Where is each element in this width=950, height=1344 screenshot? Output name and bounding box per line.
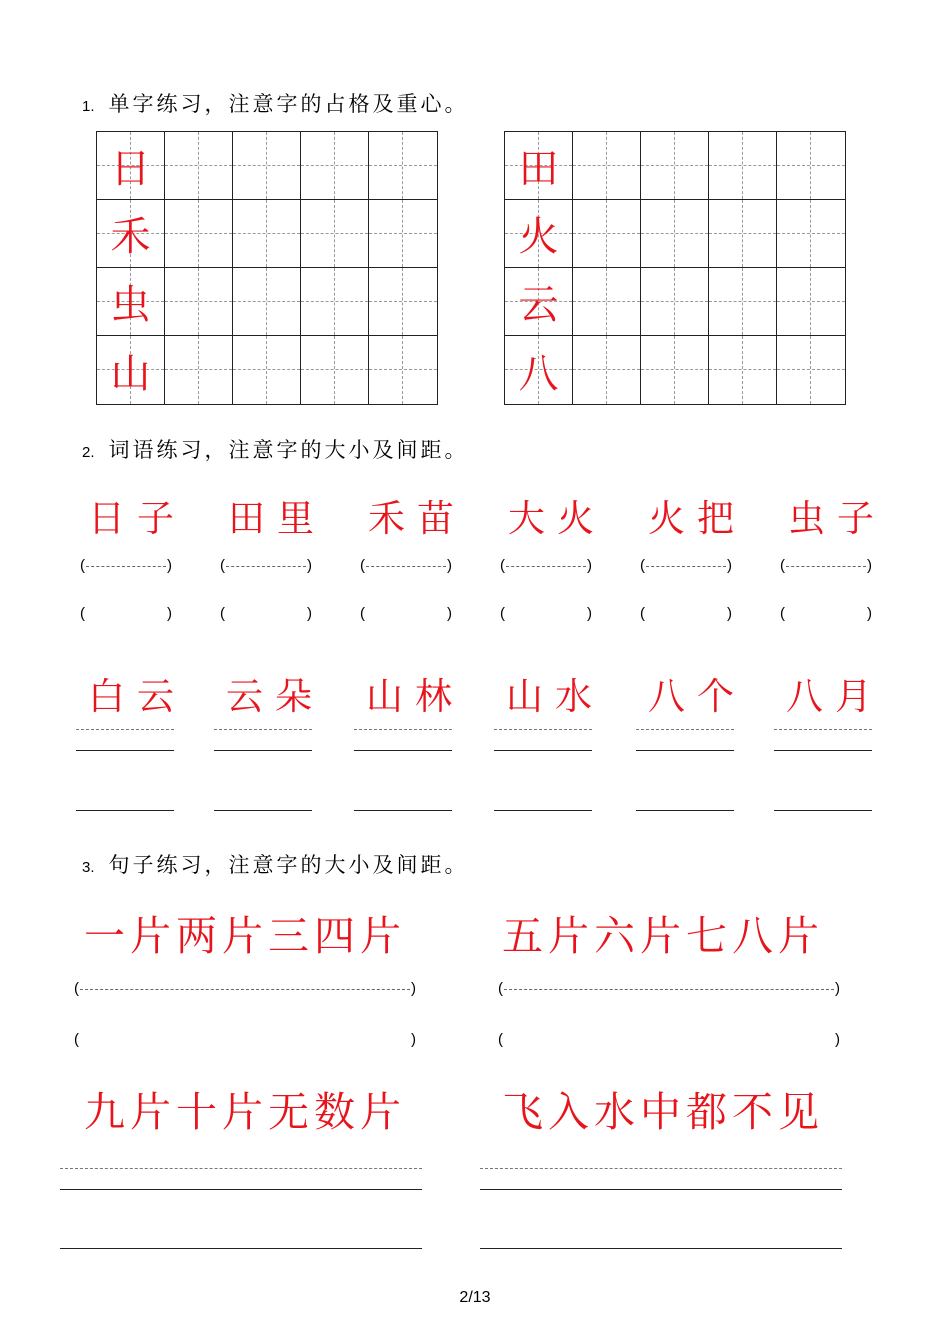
writing-line xyxy=(214,810,312,811)
writing-line xyxy=(774,750,872,751)
model-character: 日 xyxy=(110,146,151,192)
grid-cell xyxy=(573,200,641,268)
writing-line xyxy=(494,810,592,811)
left-tianzige-grid xyxy=(96,131,438,405)
dashed-guide xyxy=(76,729,174,730)
dashed-guide xyxy=(214,729,312,730)
grid-cell xyxy=(709,268,777,336)
model-character: 田 xyxy=(518,146,559,192)
grid-cell xyxy=(301,336,369,404)
grid-cell xyxy=(709,200,777,268)
grid-cell xyxy=(573,336,641,404)
writing-line xyxy=(636,750,734,751)
grid-cell xyxy=(709,336,777,404)
sentence-2: 五片六片七八片 xyxy=(502,912,824,960)
model-character: 八 xyxy=(518,350,559,397)
grid-cell xyxy=(777,336,845,404)
grid-cell xyxy=(573,268,641,336)
grid-cell xyxy=(165,132,233,200)
practice-word: 田里 xyxy=(228,497,326,540)
grid-cell xyxy=(233,132,301,200)
grid-cell xyxy=(301,268,369,336)
practice-word: 山林 xyxy=(366,675,464,718)
model-character: 虫 xyxy=(110,282,151,328)
sentence-1: 一片两片三四片 xyxy=(84,912,406,960)
section2-heading xyxy=(82,434,469,464)
writing-line xyxy=(76,810,174,811)
grid-cell xyxy=(233,200,301,268)
writing-line xyxy=(494,750,592,751)
section3-number: 3. xyxy=(82,859,95,876)
grid-cell xyxy=(641,336,709,404)
practice-word: 白云 xyxy=(88,675,186,718)
sentence-3-dashed-guide xyxy=(60,1168,422,1169)
grid-cell xyxy=(165,268,233,336)
grid-cell xyxy=(641,200,709,268)
grid-cell xyxy=(97,200,165,268)
practice-word: 八月 xyxy=(786,675,884,718)
section3-heading xyxy=(82,849,469,879)
sentence-4: 飞入水中都不见 xyxy=(502,1088,824,1136)
grid-cell xyxy=(301,200,369,268)
section1-heading xyxy=(82,88,469,118)
grid-cell xyxy=(505,132,573,200)
section3-title: 句子练习，注意字的大小及间距。 xyxy=(108,853,469,877)
model-character: 火 xyxy=(518,214,559,260)
sentence-3: 九片十片无数片 xyxy=(84,1088,406,1136)
grid-cell xyxy=(505,336,573,404)
right-tianzige-grid xyxy=(504,131,846,405)
dashed-guide xyxy=(354,729,452,730)
sentence-4-dashed-guide xyxy=(480,1168,842,1169)
writing-line xyxy=(774,810,872,811)
grid-cell xyxy=(301,132,369,200)
practice-word: 云朵 xyxy=(226,675,324,718)
dashed-guide xyxy=(774,729,872,730)
sentence-3-writing-line xyxy=(60,1189,422,1190)
grid-cell xyxy=(641,268,709,336)
grid-cell xyxy=(777,132,845,200)
sentence-4-writing-line xyxy=(480,1189,842,1190)
grid-cell xyxy=(233,336,301,404)
grid-cell xyxy=(97,336,165,404)
dashed-guide xyxy=(494,729,592,730)
grid-cell xyxy=(641,132,709,200)
model-character: 云 xyxy=(518,282,559,328)
grid-cell xyxy=(369,200,437,268)
writing-line xyxy=(354,810,452,811)
section2-number: 2. xyxy=(82,444,95,461)
section1-title: 单字练习，注意字的占格及重心。 xyxy=(108,92,469,116)
grid-cell xyxy=(165,200,233,268)
writing-line xyxy=(354,750,452,751)
practice-word: 禾苗 xyxy=(368,497,466,540)
writing-line xyxy=(636,810,734,811)
grid-cell xyxy=(369,268,437,336)
grid-cell xyxy=(233,268,301,336)
page-number: 2/13 xyxy=(459,1289,491,1306)
dashed-guide xyxy=(636,729,734,730)
practice-word: 火把 xyxy=(648,497,746,540)
practice-word: 八个 xyxy=(648,675,746,718)
practice-word: 大火 xyxy=(508,497,606,540)
grid-cell xyxy=(165,336,233,404)
grid-cell xyxy=(369,336,437,404)
grid-cell xyxy=(97,132,165,200)
practice-word: 日子 xyxy=(88,497,186,540)
model-character: 禾 xyxy=(110,214,151,260)
grid-cell xyxy=(709,132,777,200)
practice-word: 山水 xyxy=(506,675,604,718)
writing-line xyxy=(76,750,174,751)
model-character: 山 xyxy=(110,350,151,397)
grid-cell xyxy=(505,268,573,336)
grid-cell xyxy=(505,200,573,268)
section2-title: 词语练习，注意字的大小及间距。 xyxy=(108,438,469,462)
grid-cell xyxy=(369,132,437,200)
sentence-3-writing-line-2 xyxy=(60,1248,422,1249)
grid-cell xyxy=(777,268,845,336)
grid-cell xyxy=(573,132,641,200)
grid-cell xyxy=(97,268,165,336)
sentence-4-writing-line-2 xyxy=(480,1248,842,1249)
grid-cell xyxy=(777,200,845,268)
section1-number: 1. xyxy=(82,98,95,115)
writing-line xyxy=(214,750,312,751)
practice-word: 虫子 xyxy=(788,497,886,540)
